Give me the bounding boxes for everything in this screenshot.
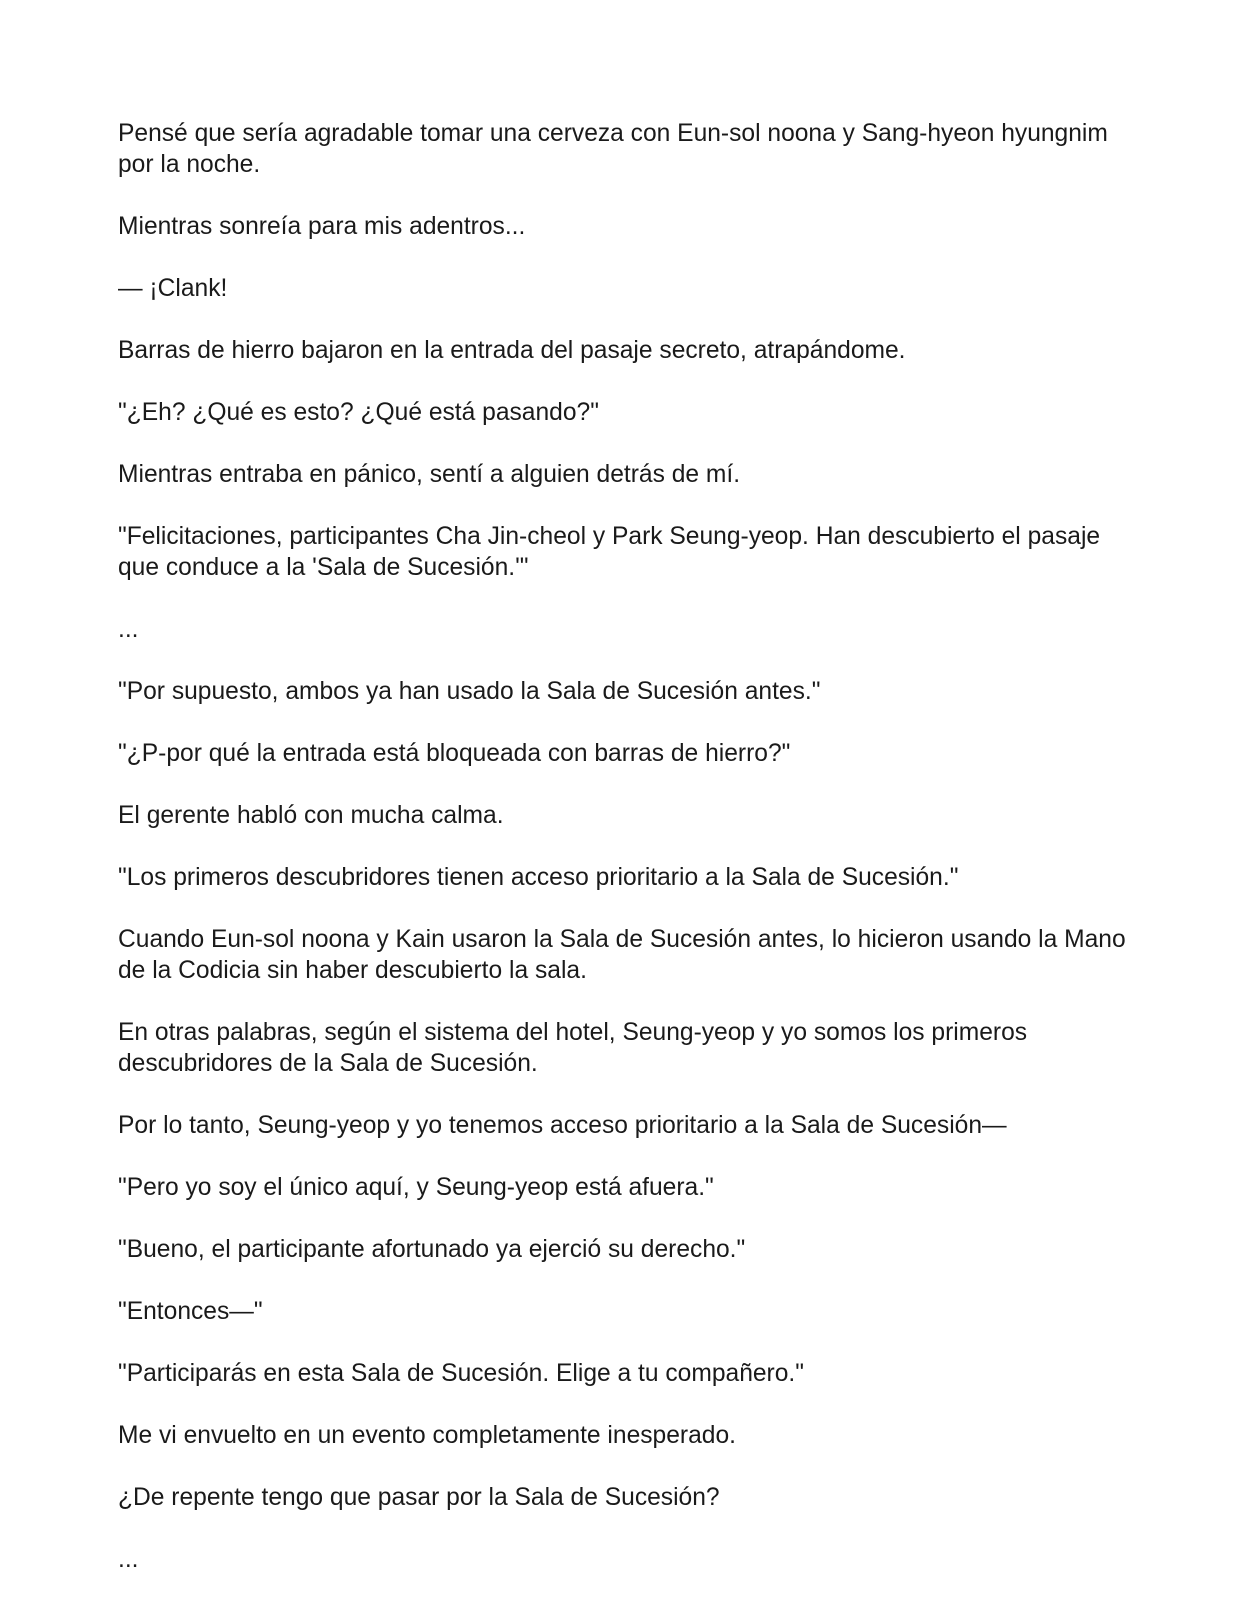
paragraph: Mientras entraba en pánico, sentí a alguien detrás de mí. — [118, 461, 741, 488]
paragraph: ... — [118, 1546, 139, 1573]
paragraph: Me vi envuelto en un evento completamente inesperado. — [118, 1422, 736, 1449]
paragraph: Cuando Eun-sol noona y Kain usaron la Sala de Sucesión antes, lo hicieron usando la Mano de la Codicia sin haber descubierto la sala. — [118, 926, 1126, 984]
paragraph: ¿De repente tengo que pasar por la Sala de Sucesión? — [118, 1484, 720, 1511]
paragraph: "Felicitaciones, participantes Cha Jin-cheol y Park Seung-yeop. Han descubierto el pasaje que conduce a la 'Sala de Sucesión.'" — [118, 523, 1101, 581]
paragraph: "Pero yo soy el único aquí, y Seung-yeop está afuera." — [118, 1174, 714, 1201]
paragraph: "¿P-por qué la entrada está bloqueada con barras de hierro?" — [118, 740, 791, 767]
document-page — [118, 118, 1128, 1606]
paragraph: ... — [118, 616, 139, 643]
paragraph: "Entonces—" — [118, 1298, 263, 1325]
paragraph: "Bueno, el participante afortunado ya ejerció su derecho." — [118, 1236, 746, 1263]
paragraph: Por lo tanto, Seung-yeop y yo tenemos acceso prioritario a la Sala de Sucesión— — [118, 1112, 1007, 1139]
paragraph: Mientras sonreía para mis adentros... — [118, 213, 526, 240]
paragraph: — ¡Clank! — [118, 275, 228, 302]
paragraph: "¿Eh? ¿Qué es esto? ¿Qué está pasando?" — [118, 399, 599, 426]
paragraph: El gerente habló con mucha calma. — [118, 802, 504, 829]
paragraph: En otras palabras, según el sistema del hotel, Seung-yeop y yo somos los primeros descubridores de la Sala de Sucesión. — [118, 1019, 1028, 1077]
paragraph: Pensé que sería agradable tomar una cerveza con Eun-sol noona y Sang-hyeon hyungnim por la noche. — [118, 120, 1108, 178]
paragraph: "Por supuesto, ambos ya han usado la Sala de Sucesión antes." — [118, 678, 821, 705]
paragraph: "Participarás en esta Sala de Sucesión. Elige a tu compañero." — [118, 1360, 804, 1387]
paragraph: Barras de hierro bajaron en la entrada del pasaje secreto, atrapándome. — [118, 337, 906, 364]
paragraph: "Los primeros descubridores tienen acceso prioritario a la Sala de Sucesión." — [118, 864, 959, 891]
